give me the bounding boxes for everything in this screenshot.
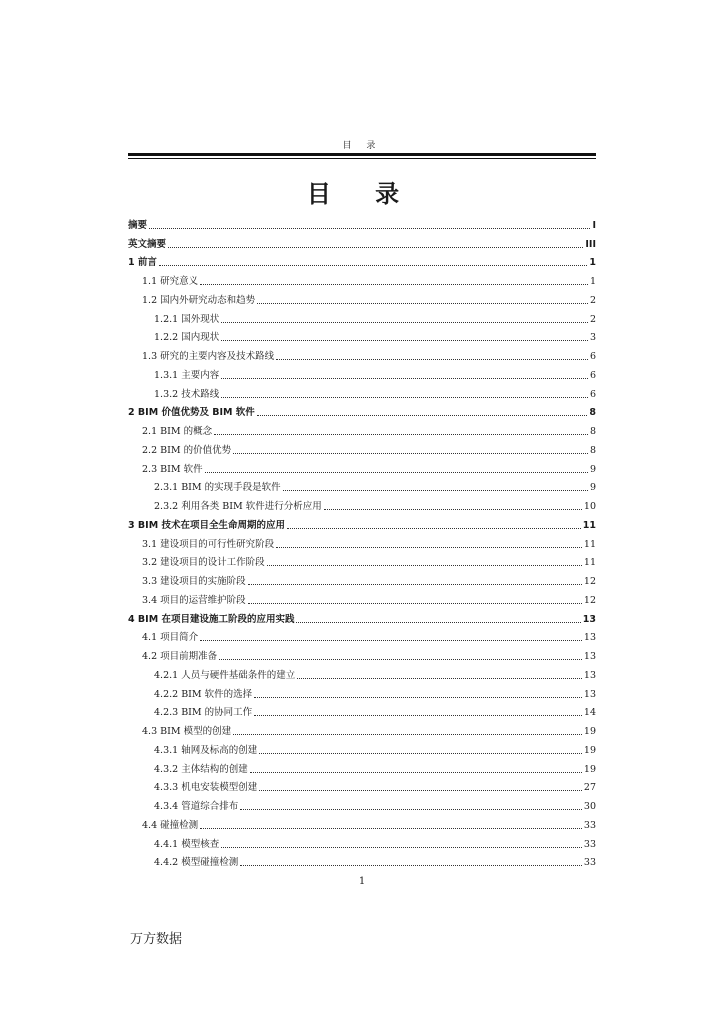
toc-entry-title: 4.3.2 主体结构的创建 [154, 763, 248, 775]
toc-entry-title: 1.2 国内外研究动态和趋势 [142, 294, 256, 306]
dot-leader [259, 752, 582, 754]
dot-leader [221, 396, 588, 398]
toc-entry-title: 4.4.1 模型核查 [154, 838, 220, 850]
toc-entry-page: III [585, 238, 596, 250]
toc-entry-title: 1.3 研究的主要内容及技术路线 [142, 351, 275, 362]
toc-entry-page: 6 [589, 351, 596, 362]
toc-entry-page: 9 [589, 482, 596, 494]
toc-entry-title: 1.2.1 国外现状 [154, 313, 220, 325]
toc-entry-page: I [592, 219, 596, 231]
toc-entry-page: 8 [589, 407, 596, 419]
toc-entry-page: 2 [589, 294, 596, 306]
toc-entry-title: 2.3.1 BIM 的实现手段是软件 [154, 482, 281, 494]
toc-entry-page: 13 [583, 651, 596, 662]
toc-entry[interactable] [128, 213, 596, 232]
dot-leader [168, 246, 583, 248]
dot-leader [250, 771, 582, 773]
toc-entry-title: 2 BIM 价值优势及 BIM 软件 [128, 407, 255, 419]
dot-leader [200, 827, 582, 829]
dot-leader [233, 733, 582, 735]
toc-entry-title: 2.2 BIM 的价值优势 [142, 444, 232, 456]
toc-entry-page: 1 [589, 257, 596, 269]
toc-entry[interactable] [128, 588, 596, 607]
dot-leader [296, 621, 580, 623]
dot-leader [267, 564, 582, 566]
toc-entry-page: 19 [583, 726, 596, 737]
toc-entry-page: 27 [583, 782, 596, 794]
toc-entry-title: 2.3.2 利用各类 BIM 软件进行分析应用 [154, 501, 322, 512]
toc-entry[interactable] [128, 326, 596, 345]
toc-entry-title: 1.1 研究意义 [142, 276, 199, 287]
toc-entry-title: 3.1 建设项目的可行性研究阶段 [142, 538, 275, 550]
toc-entry[interactable] [128, 551, 596, 570]
toc-entry-page: 14 [583, 707, 596, 719]
toc-entry-title: 4.2 项目前期准备 [142, 651, 218, 662]
toc-entry-title: 4.2.1 人员与硬件基础条件的建立 [154, 669, 296, 681]
toc-entry-title: 3.3 建设项目的实施阶段 [142, 576, 246, 587]
dot-leader [219, 658, 582, 660]
header-rule-thick [128, 153, 596, 156]
toc-entry-title: 2.3 BIM 软件 [142, 463, 203, 475]
toc-entry-page: 10 [583, 501, 596, 512]
toc-entry-title: 3.4 项目的运营维护阶段 [142, 594, 246, 606]
toc-entry[interactable] [128, 701, 596, 720]
dot-leader [221, 846, 582, 848]
toc-entry-title: 4.3.1 轴网及标高的创建 [154, 744, 258, 756]
page-number: 1 [358, 876, 366, 887]
toc-entry-title: 英文摘要 [128, 238, 167, 250]
toc-entry-page: 11 [583, 538, 596, 550]
dot-leader [200, 283, 588, 285]
toc-entry-title: 3 BIM 技术在项目全生命周期的应用 [128, 519, 285, 531]
toc-entry-page: 8 [589, 444, 596, 456]
toc-entry-title: 4.4 碰撞检测 [142, 819, 199, 831]
dot-leader [233, 452, 588, 454]
toc-entry-title: 2.1 BIM 的概念 [142, 426, 213, 437]
dot-leader [297, 677, 582, 679]
dot-leader [254, 714, 582, 716]
toc-entry[interactable] [128, 738, 596, 757]
toc-entry-page: 6 [589, 369, 596, 381]
dot-leader [276, 546, 582, 548]
dot-leader [324, 508, 582, 510]
toc-entry[interactable] [128, 813, 596, 832]
toc-entry-page: 19 [583, 763, 596, 775]
toc-entry-page: 11 [582, 519, 596, 531]
toc-entry[interactable] [128, 776, 596, 795]
toc-entry-page: 33 [583, 838, 596, 850]
dot-leader [159, 264, 587, 266]
toc-entry-title: 4.3.3 机电安装模型创建 [154, 782, 258, 794]
toc-entry[interactable] [128, 532, 596, 551]
toc-entry[interactable] [128, 344, 596, 363]
dot-leader [240, 808, 582, 810]
toc-entry[interactable] [128, 663, 596, 682]
table-of-contents [128, 213, 596, 869]
dot-leader [248, 583, 582, 585]
toc-entry[interactable] [128, 457, 596, 476]
toc-entry-page: 9 [589, 463, 596, 475]
page-title: 目 录 [306, 180, 418, 208]
toc-entry-title: 1.3.2 技术路线 [154, 388, 220, 400]
dot-leader [276, 358, 588, 360]
dot-leader [283, 489, 588, 491]
dot-leader [149, 227, 590, 229]
toc-entry-title: 4.2.2 BIM 软件的选择 [154, 688, 253, 700]
toc-entry-page: 33 [583, 857, 596, 869]
toc-entry-page: 8 [589, 426, 596, 437]
toc-entry[interactable] [128, 851, 596, 870]
toc-entry[interactable] [128, 251, 596, 270]
toc-entry-page: 12 [583, 594, 596, 606]
toc-entry-page: 2 [589, 313, 596, 325]
dot-leader [254, 696, 582, 698]
toc-entry[interactable] [128, 401, 596, 420]
toc-entry-page: 12 [583, 576, 596, 587]
toc-entry[interactable] [128, 494, 596, 513]
toc-entry[interactable] [128, 363, 596, 382]
dot-leader [257, 302, 588, 304]
watermark-text: 万方数据 [130, 932, 183, 947]
dot-leader [214, 433, 588, 435]
toc-entry[interactable] [128, 757, 596, 776]
toc-entry[interactable] [128, 626, 596, 645]
toc-entry-title: 4.1 项目简介 [142, 632, 199, 644]
toc-entry-page: 13 [583, 688, 596, 700]
toc-entry-page: 13 [583, 669, 596, 681]
dot-leader [205, 471, 588, 473]
toc-entry-title: 1.2.2 国内现状 [154, 332, 220, 344]
toc-entry-title: 1.3.1 主要内容 [154, 369, 220, 381]
toc-entry[interactable] [128, 382, 596, 401]
toc-entry-title: 1 前言 [128, 257, 157, 269]
toc-entry[interactable] [128, 513, 596, 532]
dot-leader [221, 377, 588, 379]
toc-entry[interactable] [128, 607, 596, 626]
dot-leader [221, 321, 588, 323]
toc-entry[interactable] [128, 719, 596, 738]
toc-entry-page: 30 [583, 801, 596, 812]
toc-entry-title: 4 BIM 在项目建设施工阶段的应用实践 [128, 613, 295, 625]
dot-leader [259, 789, 582, 791]
toc-entry-page: 1 [589, 276, 596, 287]
toc-entry[interactable] [128, 476, 596, 495]
toc-entry[interactable] [128, 269, 596, 288]
toc-entry-title: 4.2.3 BIM 的协同工作 [154, 707, 253, 719]
toc-entry-page: 13 [583, 632, 596, 644]
dot-leader [257, 414, 588, 416]
dot-leader [240, 864, 582, 866]
toc-entry-title: 3.2 建设项目的设计工作阶段 [142, 557, 265, 569]
toc-entry[interactable] [128, 232, 596, 251]
dot-leader [221, 339, 588, 341]
toc-entry[interactable] [128, 569, 596, 588]
toc-entry-page: 33 [583, 819, 596, 831]
toc-entry-page: 11 [583, 557, 596, 569]
toc-entry-page: 6 [589, 388, 596, 400]
toc-entry-page: 19 [583, 744, 596, 756]
dot-leader [248, 602, 582, 604]
toc-entry[interactable] [128, 644, 596, 663]
toc-entry-title: 4.3 BIM 模型的创建 [142, 726, 232, 737]
toc-entry[interactable] [128, 794, 596, 813]
toc-entry[interactable] [128, 438, 596, 457]
toc-entry-title: 摘要 [128, 219, 148, 231]
header-rule-thin [128, 158, 596, 159]
toc-entry[interactable] [128, 832, 596, 851]
toc-entry-title: 4.4.2 模型碰撞检测 [154, 857, 239, 869]
toc-entry[interactable] [128, 307, 596, 326]
dot-leader [287, 527, 581, 529]
dot-leader [200, 639, 582, 641]
toc-entry[interactable] [128, 682, 596, 701]
toc-entry[interactable] [128, 419, 596, 438]
toc-entry-page: 13 [582, 613, 596, 625]
toc-entry-title: 4.3.4 管道综合排布 [154, 801, 239, 812]
toc-entry-page: 3 [589, 332, 596, 344]
toc-entry[interactable] [128, 288, 596, 307]
running-header: 目 录 [342, 141, 382, 151]
